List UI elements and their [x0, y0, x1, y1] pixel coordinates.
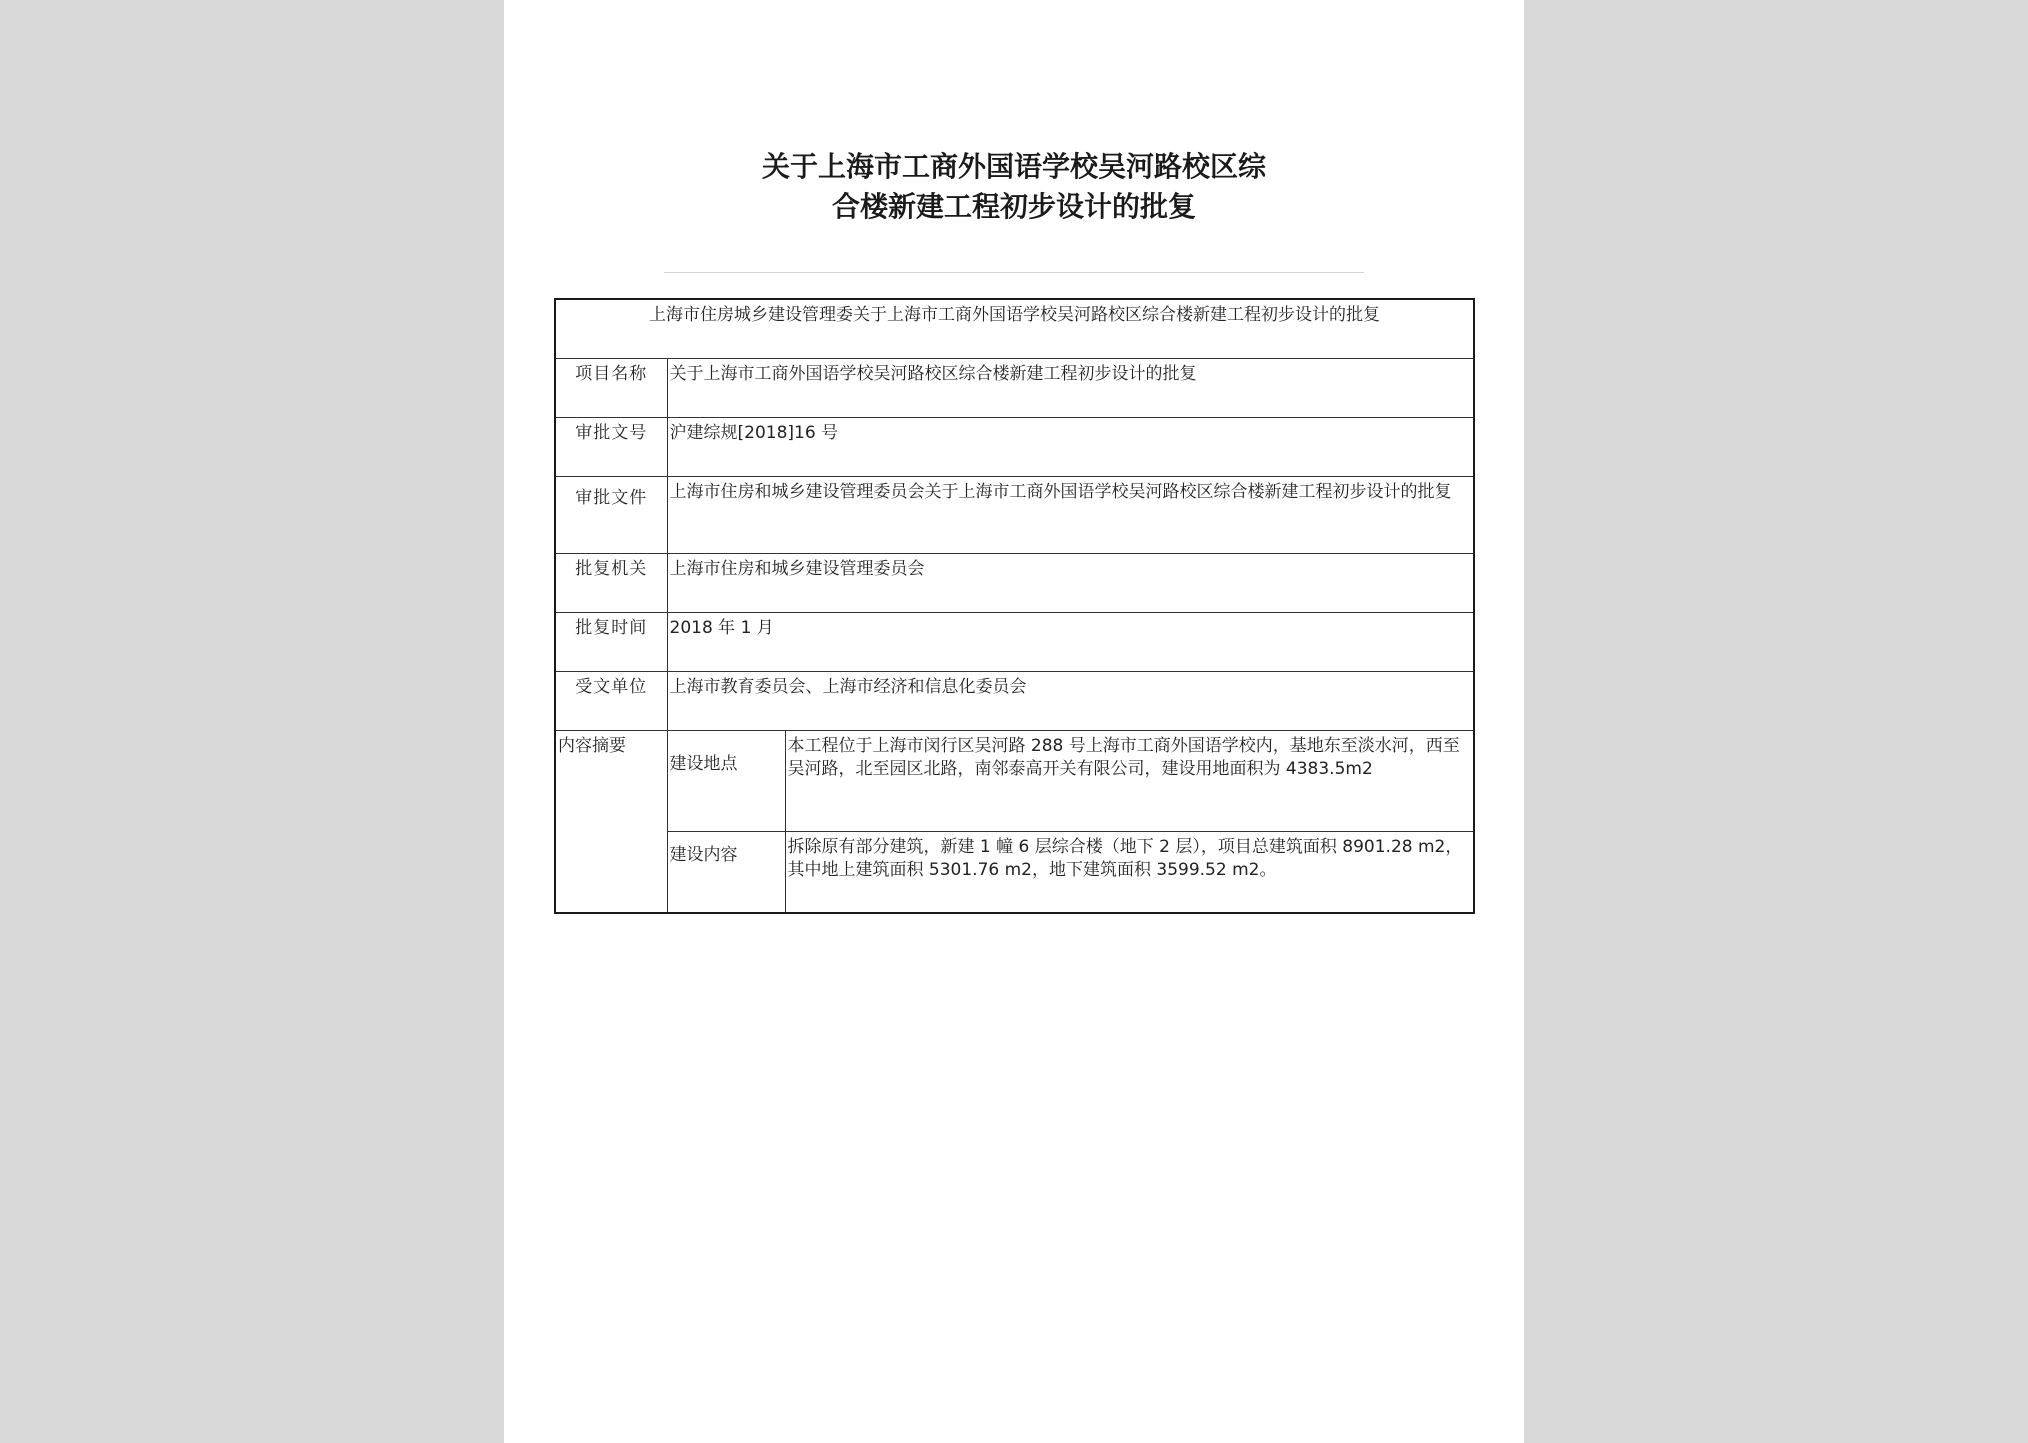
row-value-approval-number: 沪建综规[2018]16 号: [667, 418, 1474, 477]
title-line-2: 合楼新建工程初步设计的批复: [831, 190, 1196, 223]
document-page: [504, 0, 1524, 1443]
table-header-row: [555, 299, 1474, 359]
table-row: [555, 613, 1474, 672]
summary-item-label-location: 建设地点: [667, 731, 785, 832]
row-value-approval-authority: 上海市住房和城乡建设管理委员会: [667, 554, 1474, 613]
table-row: [555, 477, 1474, 554]
row-value-approval-date: 2018 年 1 月: [667, 613, 1474, 672]
table-row: [555, 554, 1474, 613]
title-line-1: 关于上海市工商外国语学校吴河路校区综: [761, 150, 1266, 183]
row-label-approval-authority: 批复机关: [555, 554, 667, 613]
row-value-approval-document: 上海市住房和城乡建设管理委员会关于上海市工商外国语学校吴河路校区综合楼新建工程初步设计的批复: [667, 477, 1474, 554]
row-label-approval-number: 审批文号: [555, 418, 667, 477]
row-value-recipients: 上海市教育委员会、上海市经济和信息化委员会: [667, 672, 1474, 731]
summary-item-value-location: 本工程位于上海市闵行区吴河路 288 号上海市工商外国语学校内，基地东至淡水河，西至吴河路，北至园区北路，南邻泰高开关有限公司，建设用地面积为 4383.5m2: [785, 731, 1474, 832]
summary-item-value-content: 拆除原有部分建筑，新建 1 幢 6 层综合楼（地下 2 层），项目总建筑面积 8901.28 m2，其中地上建筑面积 5301.76 m2，地下建筑面积 3599.52 m2。: [785, 832, 1474, 914]
table-row: [555, 672, 1474, 731]
row-label-approval-document: 审批文件: [555, 477, 667, 554]
approval-info-table: [554, 298, 1475, 914]
table-row: [555, 418, 1474, 477]
table-row: [555, 359, 1474, 418]
summary-label: 内容摘要: [555, 731, 667, 914]
table-header: 上海市住房城乡建设管理委关于上海市工商外国语学校吴河路校区综合楼新建工程初步设计的批复: [555, 299, 1474, 359]
row-label-recipients: 受文单位: [555, 672, 667, 731]
page-title: [504, 147, 1524, 227]
table-row: [555, 832, 1474, 914]
row-label-project-name: 项目名称: [555, 359, 667, 418]
table-row: [555, 731, 1474, 832]
row-value-project-name: 关于上海市工商外国语学校吴河路校区综合楼新建工程初步设计的批复: [667, 359, 1474, 418]
title-divider: [664, 272, 1364, 273]
summary-item-label-content: 建设内容: [667, 832, 785, 914]
row-label-approval-date: 批复时间: [555, 613, 667, 672]
